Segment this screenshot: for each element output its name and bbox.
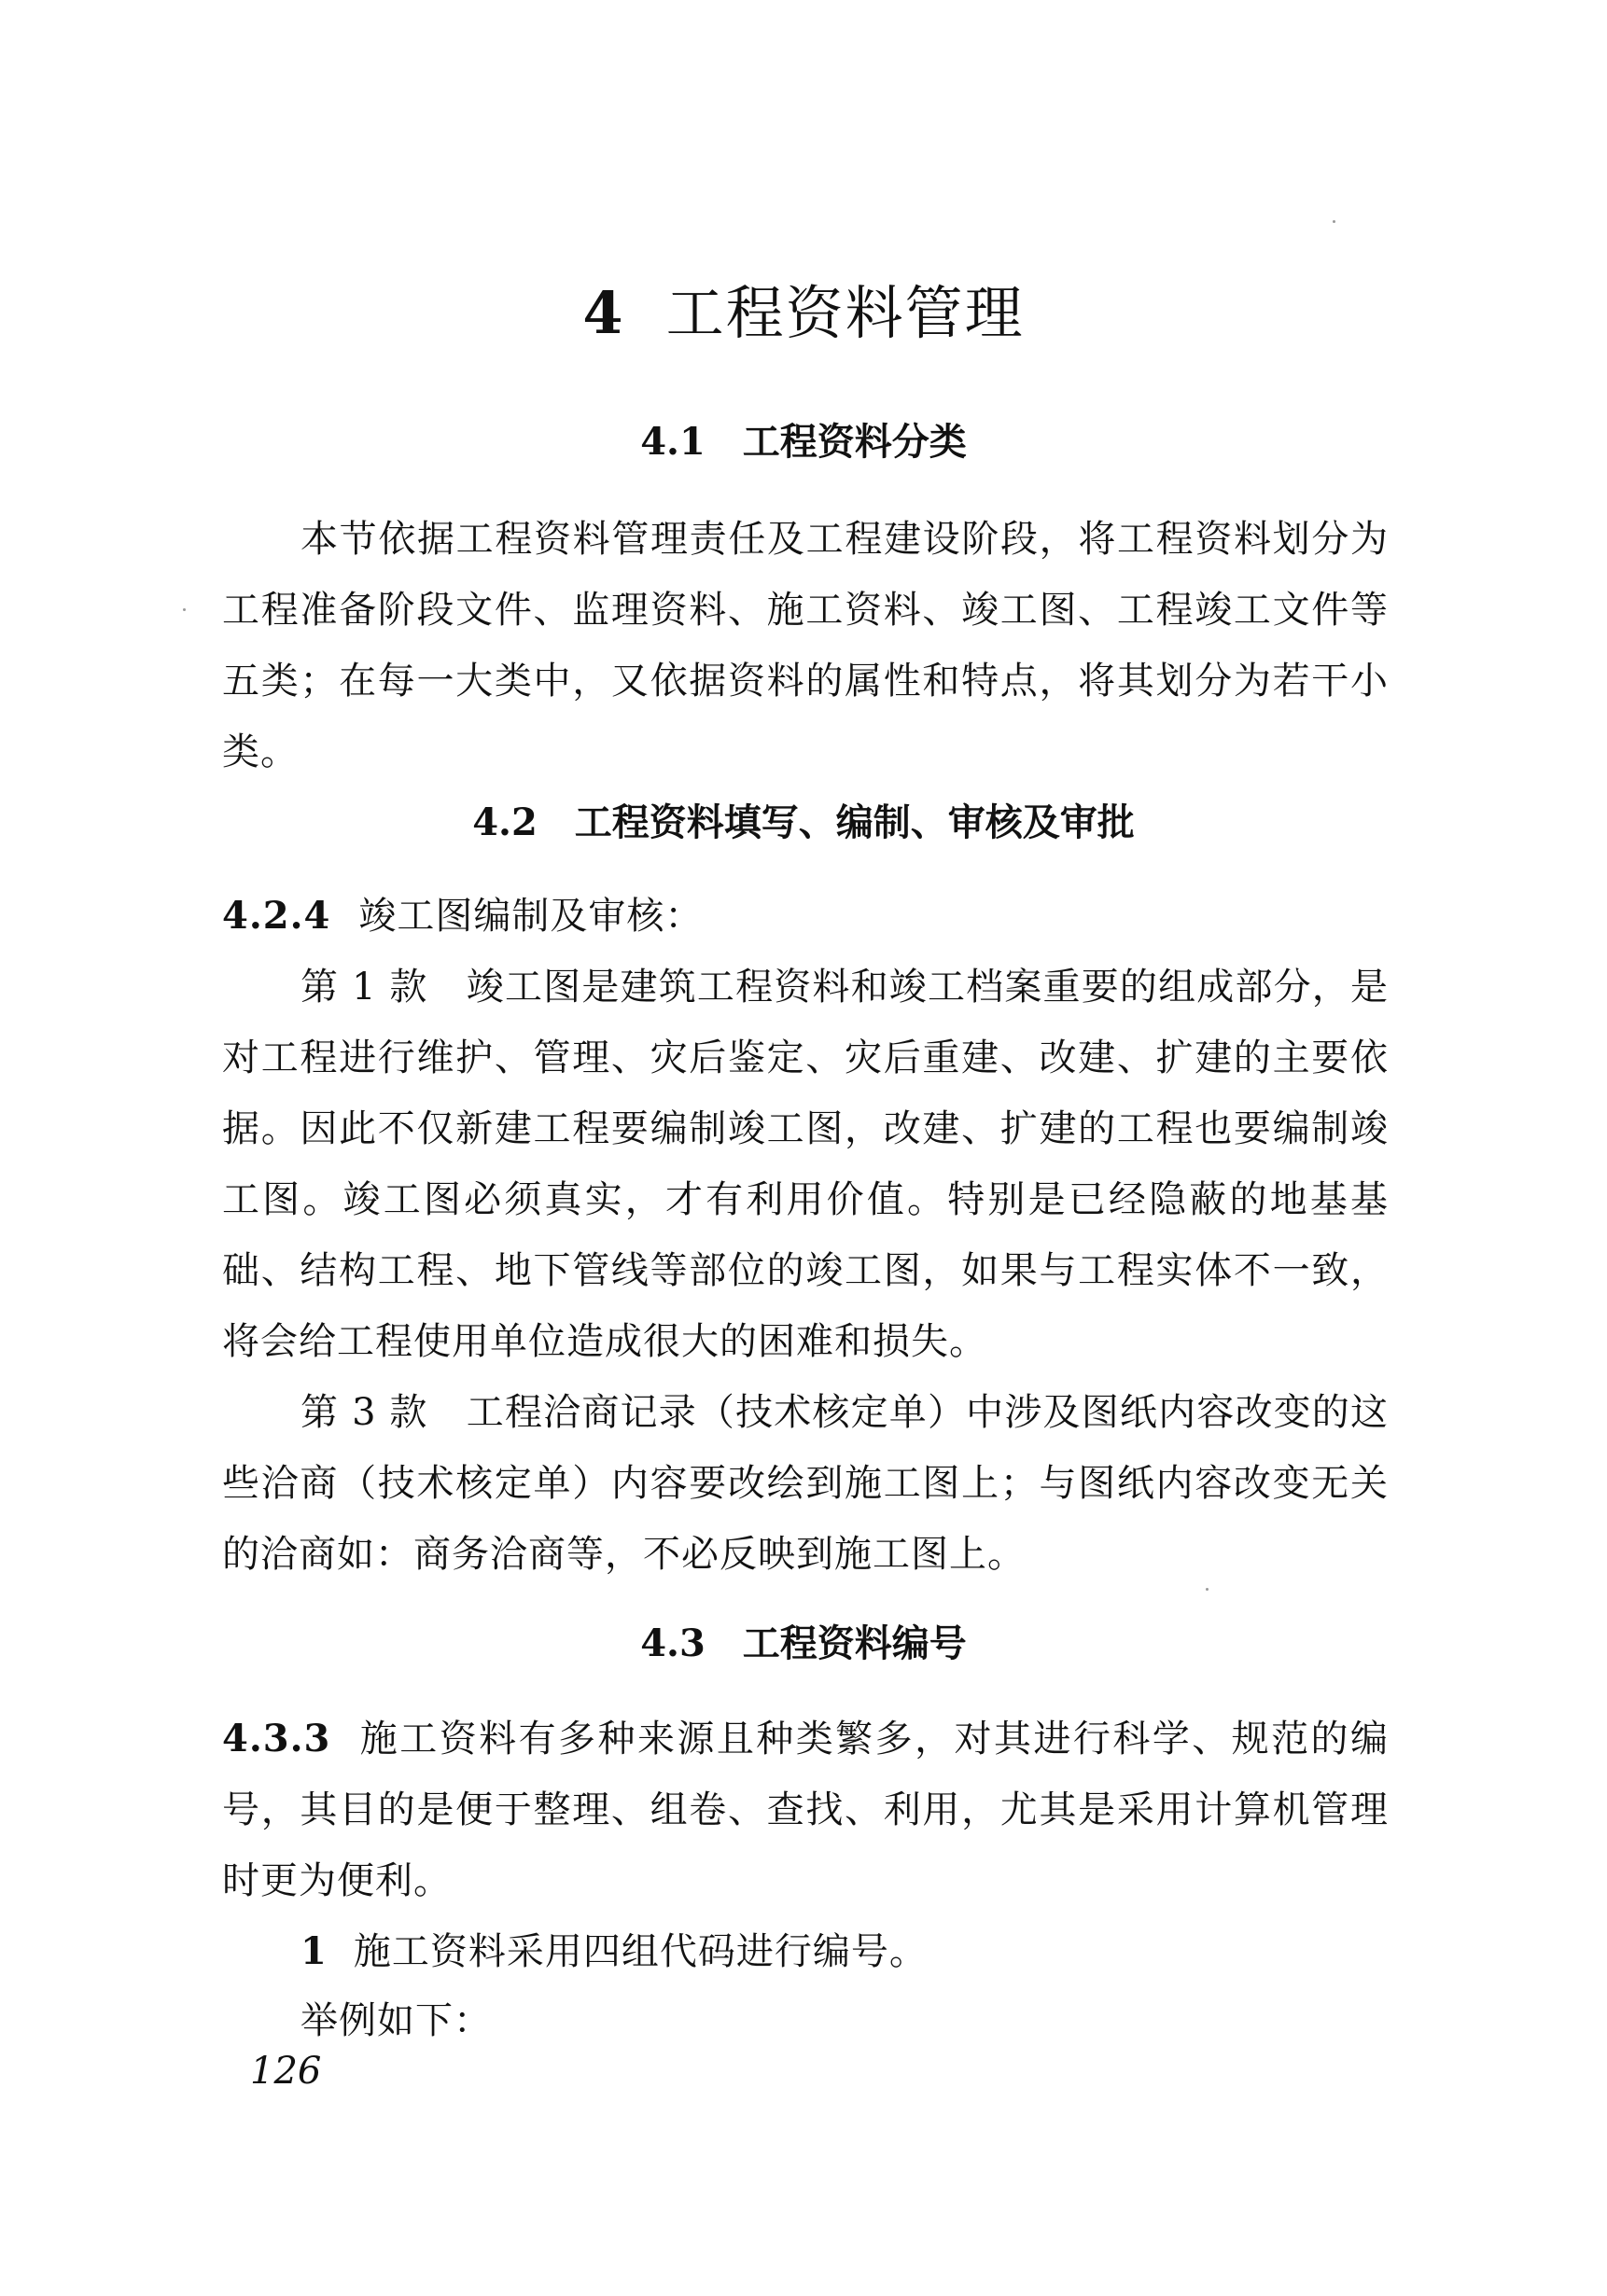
section-4-1-title: 工程资料分类 (742, 421, 967, 464)
list-item-1-text: 施工资料采用四组代码进行编号。 (353, 1930, 928, 1973)
clause-4-3-3-text: 施工资料有多种来源且种类繁多，对其进行科学、规范的编号，其目的是便于整理、组卷、查找、利用，尤其是采用计算机管理时更为便利。 (222, 1718, 1389, 1902)
chapter-title-text: 工程资料管理 (665, 279, 1025, 347)
clause-4-2-4-item-3: 第 3 款 工程洽商记录（技术核定单）中涉及图纸内容改变的这些洽商（技术核定单）内容要改绘到施工图上；与图纸内容改变无关的洽商如：商务洽商等，不必反映到施工图上。 (222, 1391, 1389, 1576)
clause-4-3-3-number: 4.3.3 (222, 1717, 331, 1760)
section-4-1-heading (0, 414, 1607, 470)
scan-speck (1333, 220, 1335, 223)
scan-speck (183, 608, 186, 611)
section-4-1-number: 4.1 (640, 420, 706, 464)
clause-4-2-4 (222, 881, 1389, 952)
list-item-1 (222, 1916, 1389, 1987)
clause-4-3-3 (222, 1704, 1389, 1916)
clause-4-2-4-text: 竣工图编制及审核： (358, 895, 704, 938)
page-number: 126 (250, 2050, 322, 2093)
example-intro: 举例如下： (300, 1999, 492, 2042)
scan-speck (1206, 1588, 1209, 1591)
clause-4-2-4-item-1: 第 1 款 竣工图是建筑工程资料和竣工档案重要的组成部分，是对工程进行维护、管理、灾后鉴定、灾后重建、改建、扩建的主要依据。因此不仅新建工程要编制竣工图，改建、扩建的工程也要编制竣工图。竣工图必须真实，才有利用价值。特别是已经隐蔽的地基基础、结构工程、地下管线等部位的竣工图，如果与工程实体不一致，将会给工程使用单位造成很大的困难和损失。 (222, 966, 1389, 1363)
chapter-number: 4 (582, 279, 625, 347)
section-4-3-heading (0, 1616, 1607, 1672)
clause-4-2-4-number: 4.2.4 (222, 894, 331, 938)
section-4-3-title: 工程资料编号 (742, 1622, 967, 1665)
section-4-2-title: 工程资料填写、编制、审核及审批 (574, 801, 1135, 844)
section-4-2-number: 4.2 (472, 800, 538, 844)
section-4-3-number: 4.3 (640, 1621, 706, 1665)
chapter-title (0, 276, 1607, 351)
list-item-1-number: 1 (300, 1929, 328, 1973)
section-4-2-heading (0, 795, 1607, 851)
section-4-1-paragraph: 本节依据工程资料管理责任及工程建设阶段，将工程资料划分为工程准备阶段文件、监理资料、施工资料、竣工图、工程竣工文件等五类；在每一大类中，又依据资料的属性和特点，将其划分为若干小类。 (222, 518, 1389, 773)
